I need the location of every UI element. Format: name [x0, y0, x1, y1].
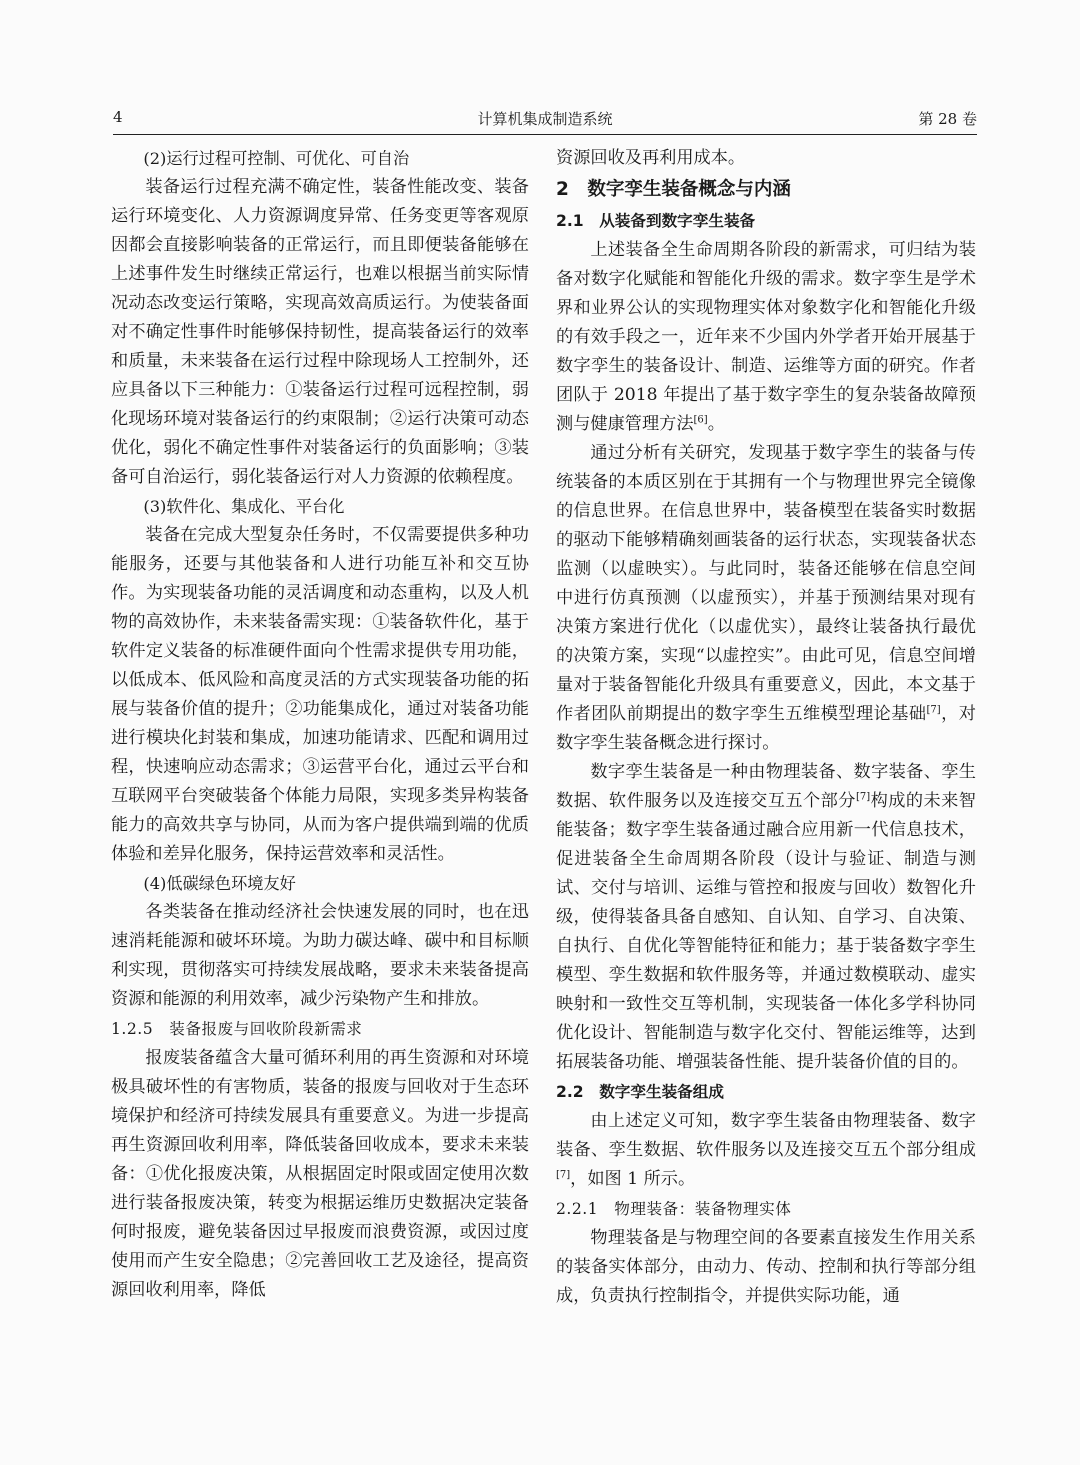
paragraph-software-platform: 装备在完成大型复杂任务时，不仅需要提供多种功能服务，还要与其他装备和人进行功能互补和交互协作。为实现装备功能的灵活调度和动态重构，以及人机物的高效协作，未来装备需实现：①装备软件化，基于软件定义装备的标准硬件面向个性需求提供专用功能，以低成本、低风险和高度灵活的方式实现装备功能的拓展与装备价值的提升；②功能集成化，通过对装备功能进行模块化封装和集成，加速功能请求、匹配和调用过程，快速响应动态需求；③运营平台化，通过云平台和互联网平台突破装备个体能力局限，实现多类异构装备能力的高效共享与协同，从而为客户提供端到端的优质体验和差异化服务，保持运营效率和灵活性。: [111, 525, 529, 864]
citation-7: [7]: [855, 791, 871, 803]
subsection-4-title: (4)低碳绿色环境友好: [143, 874, 296, 893]
paragraph-text: ，对数字孪生装备概念进行探讨。: [556, 704, 976, 753]
paragraph-text: ，如图 1 所示。: [570, 1169, 696, 1189]
paragraph-text: 由上述定义可知，数字孪生装备由物理装备、数字装备、孪生数据、软件服务以及连接交互五个部分组成: [556, 1111, 976, 1160]
section-2-title: 2 数字孪生装备概念与内涵: [556, 179, 791, 200]
section-2-2-title: 2.2 数字孪生装备组成: [556, 1083, 724, 1101]
running-header: [113, 104, 977, 135]
paragraph-text: 。: [707, 414, 725, 434]
section-2-2-1-title: 2.2.1 物理装备：装备物理实体: [556, 1200, 792, 1218]
paragraph-text: 构成的未来智能装备；数字孪生装备通过融合应用新一代信息技术，促进装备全生命周期各阶段（设计与验证、制造与测试、交付与培训、运维与管控和报废与回收）数智化升级，使得装备具备自感知、自认知、自学习、自决策、自执行、自优化等智能特征和能力；基于装备数字孪生模型、孪生数据和软件服务等，并通过数模联动、虚实映射和一致性交互等机制，实现装备一体化多学科协同优化设计、智能制造与数字化交付、智能运维等，达到拓展装备功能、增强装备性能、提升装备价值的目的。: [556, 791, 976, 1072]
paragraph-low-carbon: 各类装备在推动经济社会快速发展的同时，也在迅速消耗能源和破坏环境。为助力碳达峰、碳中和目标顺利实现，贯彻落实可持续发展战略，要求未来装备提高资源和能源的利用效率，减少污染物产生和排放。: [111, 902, 529, 1009]
left-column: [111, 144, 529, 1305]
paragraph-definition: [556, 758, 976, 1077]
section-2-1-title: 2.1 从装备到数字孪生装备: [556, 212, 756, 230]
subsection-2-title: (2)运行过程可控制、可优化、可自治: [143, 149, 410, 168]
paragraph-continuation: 资源回收及再利用成本。: [556, 148, 746, 168]
subsection-3-title: (3)软件化、集成化、平台化: [143, 497, 345, 516]
right-column: [556, 144, 976, 1311]
paragraph-new-requirements: [556, 236, 976, 439]
page-number: 4: [113, 108, 123, 126]
citation-6: [6]: [693, 414, 708, 426]
paragraph-operation-control: 装备运行过程充满不确定性，装备性能改变、装备运行环境变化、人力资源调度异常、任务变更等客观原因都会直接影响装备的正常运行，而且即便装备能够在上述事件发生时继续正常运行，也难以根据当前实际情况动态改变运行策略，实现高效高质运行。为使装备面对不确定性事件时能够保持韧性，提高装备运行的效率和质量，未来装备在运行过程中除现场人工控制外，还应具备以下三种能力：①装备运行过程可远程控制，弱化现场环境对装备运行的约束限制；②运行决策可动态优化，弱化不确定性事件对装备运行的负面影响；③装备可自治运行，弱化装备运行对人力资源的依赖程度。: [111, 177, 529, 487]
paragraph-scrap-recycle: 报废装备蕴含大量可循环利用的再生资源和对环境极具破坏性的有害物质，装备的报废与回收对于生态环境保护和经济可持续发展具有重要意义。为进一步提高再生资源回收利用率，降低装备回收成本，要求未来装备：①优化报废决策，从根据固定时限或固定使用次数进行装备报废决策，转变为根据运维历史数据决定装备何时报废，避免装备因过早报废而浪费资源，或因过度使用而产生安全隐患；②完善回收工艺及途径，提高资源回收利用率，降低: [111, 1048, 529, 1300]
volume-label: 第 28 卷: [918, 110, 977, 128]
citation-7: [7]: [556, 1169, 571, 1181]
paragraph-analysis: [556, 439, 976, 758]
paragraph-composition: [556, 1107, 976, 1194]
section-1-2-5-title: 1.2.5 装备报废与回收阶段新需求: [111, 1020, 363, 1038]
paragraph-text: 数字孪生装备是一种由物理装备、数字装备、孪生数据、软件服务以及连接交互五个部分: [556, 762, 976, 811]
paragraph-text: 上述装备全生命周期各阶段的新需求，可归结为装备对数字化赋能和智能化升级的需求。数字孪生是学术界和业界公认的实现物理实体对象数字化和智能化升级的有效手段之一，近年来不少国内外学者开始开展基于数字孪生的装备设计、制造、运维等方面的研究。作者团队于 2018 年提出了基于数字孪生的复杂装备故障预测与健康管理方法: [556, 240, 976, 434]
paragraph-physical-equipment: 物理装备是与物理空间的各要素直接发生作用关系的装备实体部分，由动力、传动、控制和执行等部分组成，负责执行控制指令，并提供实际功能，通: [556, 1228, 976, 1306]
paragraph-text: 通过分析有关研究，发现基于数字孪生的装备与传统装备的本质区别在于其拥有一个与物理世界完全镜像的信息世界。在信息世界中，装备模型在装备实时数据的驱动下能够精确刻画装备的运行状态，实现装备状态监测（以虚映实）。与此同时，装备还能够在信息空间中进行仿真预测（以虚预实），并基于预测结果对现有决策方案进行优化（以虚优实），最终让装备执行最优的决策方案，实现“以虚控实”。由此可见，信息空间增量对于装备智能化升级具有重要意义，因此，本文基于作者团队前期提出的数字孪生五维模型理论基础: [556, 443, 976, 724]
citation-7: [7]: [926, 704, 941, 716]
journal-title: 计算机集成制造系统: [477, 110, 613, 128]
